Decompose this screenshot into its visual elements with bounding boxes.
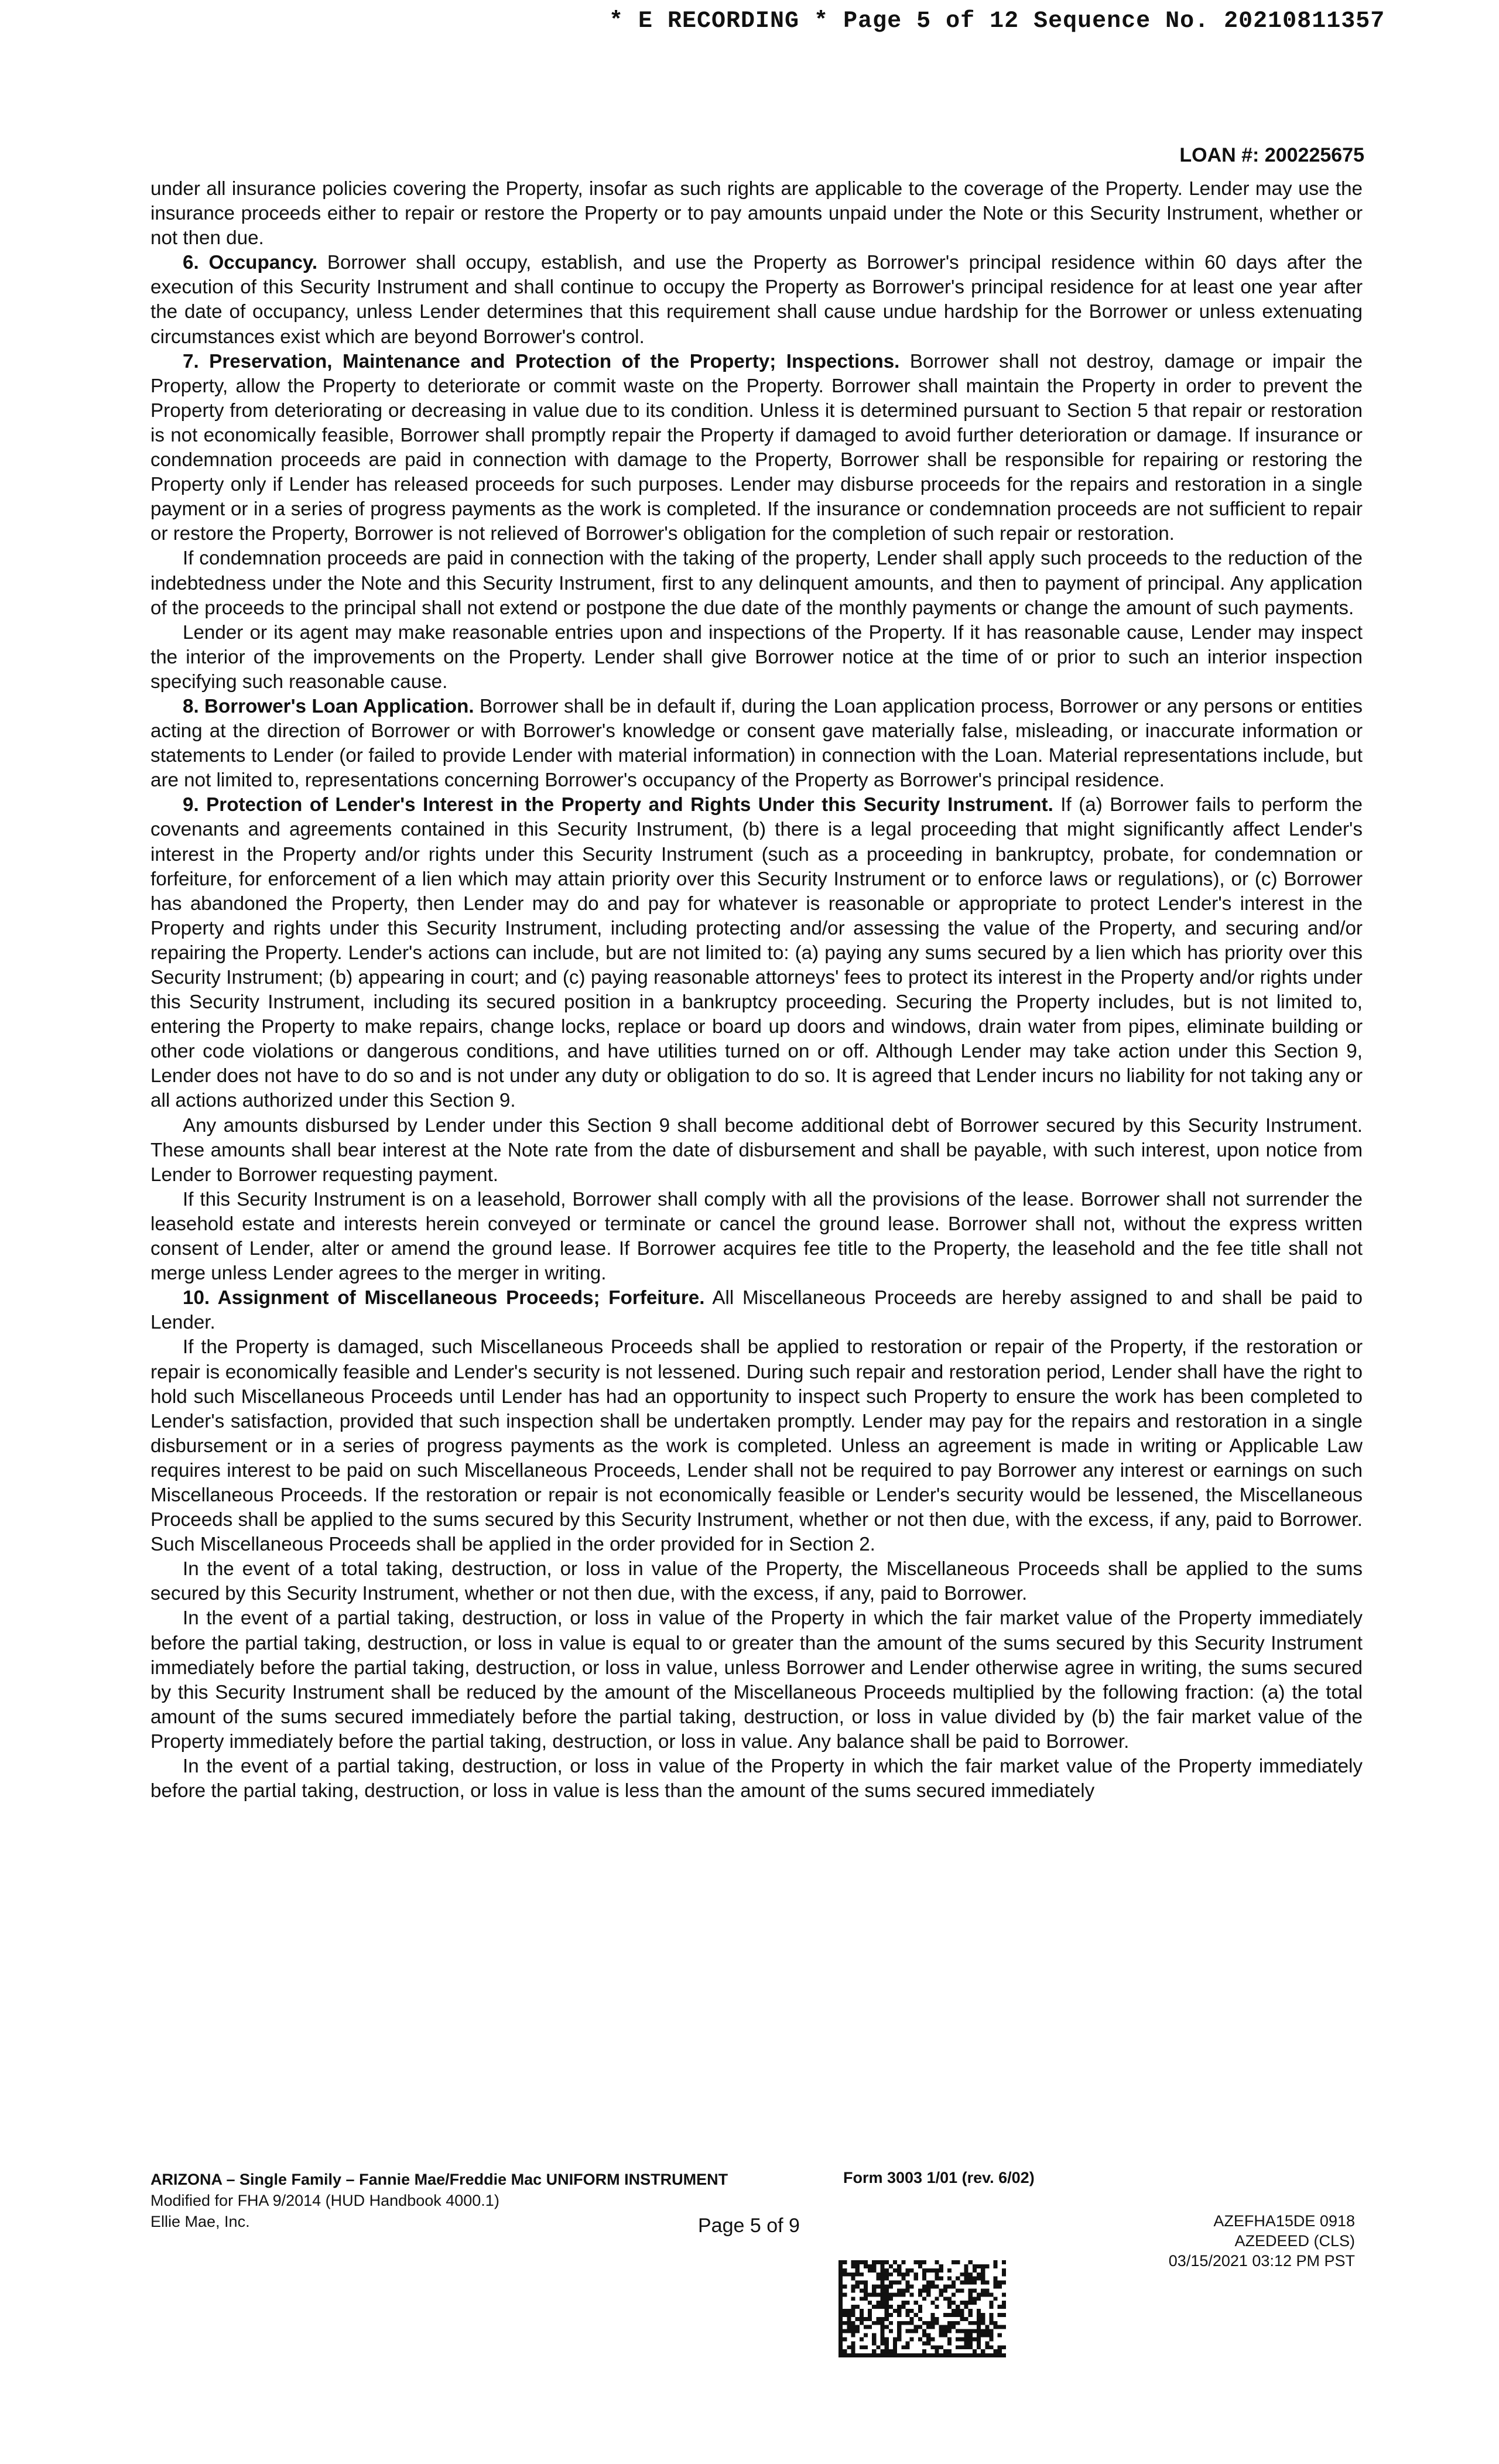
barcode-icon (839, 2260, 1006, 2357)
document-code-2: AZEDEED (CLS) (1234, 2232, 1355, 2250)
section-heading: 10. Assignment of Miscellaneous Proceeds; Forfeiture. (183, 1287, 705, 1309)
document-code: AZEFHA15DE 0918 (1213, 2212, 1355, 2230)
loan-number: LOAN #: 200225675 (1179, 144, 1364, 166)
paragraph: If the Property is damaged, such Miscellaneous Proceeds shall be applied to restoration or repair of the Property, if the restoration or repair is economically feasible and Lender's security is not lessened. During such repair and restoration period, Lender shall have the right to hold such Miscellaneous Proceeds until Lender has had an opportunity to inspect such Property to ensure the work has been completed to Lender's satisfaction, provided that such inspection shall be undertaken promptly. Lender may pay for the repairs and restoration in a single disbursement or in a series of progress payments as the work is completed. Unless an agreement is made in writing or Applicable Law requires interest to be paid on such Miscellaneous Proceeds, Lender shall not be required to pay Borrower any interest or earnings on such Miscellaneous Proceeds. If the restoration or repair is not economically feasible or Lender's security would be lessened, the Miscellaneous Proceeds shall be applied to the sums secured by this Security Instrument, whether or not then due, with the excess, if any, paid to Borrower. Such Miscellaneous Proceeds shall be applied in the order provided for in Section 2. (150, 1336, 1363, 1556)
section-heading: 8. Borrower's Loan Application. (183, 695, 474, 717)
paragraph: under all insurance policies covering the Property, insofar as such rights are applicable to the coverage of the Property. Lender may use the insurance proceeds either to repair or restore the Property or to pay amounts unpaid under the Note or this Security Instrument, whether or not then due. (150, 178, 1363, 249)
section-preservation: 7. Preservation, Maintenance and Protection of the Property; Inspections. Borrower shall not destroy, damage or impair the Property, allow the Property to deteriorate or commit waste on the Property. Borrower shall maintain the Property in order to prevent the Property from deteriorating or decreasing in value due to its condition. Unless it is determined pursuant to Section 5 that repair or restoration is not economically feasible, Borrower shall promptly repair the Property if damaged to avoid further deterioration or damage. If insurance or condemnation proceeds are paid in connection with damage to the Property, Borrower shall be responsible for repairing or restoring the Property only if Lender has released proceeds for such purposes. Lender may disburse proceeds for the repairs and restoration in a single payment or in a series of progress payments as the work is completed. If the insurance or condemnation proceeds are not sufficient to repair or restore the Property, Borrower is not relieved of Borrower's obligation for the completion of such repair or restoration. (150, 350, 1363, 545)
page-number: Page 5 of 9 (698, 2215, 800, 2237)
paragraph: In the event of a partial taking, destruction, or loss in value of the Property in which the fair market value of the Property immediately before the partial taking, destruction, or loss in value is less than the amount of the sums secured immediately (150, 1755, 1363, 1802)
print-datetime: 03/15/2021 03:12 PM PST (1168, 2252, 1355, 2270)
paragraph: If condemnation proceeds are paid in connection with the taking of the property, Lender shall apply such proceeds to the reduction of the indebtedness under the Note and this Security Instrument, first to any delinquent amounts, and then to payment of principal. Any application of the proceeds to the principal shall not extend or postpone the due date of the monthly payments or change the amount of such payments. (150, 547, 1363, 619)
footer-left (150, 2169, 728, 2232)
document-body (150, 177, 1363, 1803)
company-name: Ellie Mae, Inc. (150, 2213, 250, 2230)
section-heading: 6. Occupancy. (183, 252, 318, 274)
form-number: Form 3003 1/01 (rev. 6/02) (843, 2169, 1035, 2186)
section-assignment: 10. Assignment of Miscellaneous Proceeds; Forfeiture. All Miscellaneous Proceeds are hereby assigned to and shall be paid to Lender. (150, 1287, 1363, 1334)
paragraph: If this Security Instrument is on a leasehold, Borrower shall comply with all the provisions of the lease. Borrower shall not surrender the leasehold estate and interests herein conveyed or terminate or cancel the ground lease. Borrower shall not, without the express written consent of Lender, alter or amend the ground lease. If Borrower acquires fee title to the Property, the leasehold and the fee title shall not merge unless Lender agrees to the merger in writing. (150, 1188, 1363, 1285)
paragraph: In the event of a partial taking, destruction, or loss in value of the Property in which the fair market value of the Property immediately before the partial taking, destruction, or loss in value is equal to or greater than the amount of the sums secured by this Security Instrument immediately before the partial taking, destruction, or loss in value, unless Borrower and Lender otherwise agree in writing, the sums secured by this Security Instrument shall be reduced by the amount of the Miscellaneous Proceeds multiplied by the following fraction: (a) the total amount of the sums secured immediately before the partial taking, destruction, or loss in value divided by (b) the fair market value of the Property immediately before the partial taking, destruction, or loss in value. Any balance shall be paid to Borrower. (150, 1607, 1363, 1753)
paragraph: Any amounts disbursed by Lender under this Section 9 shall become additional debt of Borrower secured by this Security Instrument. These amounts shall bear interest at the Note rate from the date of disbursement and shall be payable, with such interest, upon notice from Lender to Borrower requesting payment. (150, 1114, 1363, 1186)
paragraph: In the event of a total taking, destruction, or loss in value of the Property, the Miscellaneous Proceeds shall be applied to the sums secured by this Security Instrument, whether or not then due, with the excess, if any, paid to Borrower. (150, 1558, 1363, 1605)
footer-right (1169, 2211, 1355, 2271)
recording-stamp: * E RECORDING * Page 5 of 12 Sequence No. 20210811357 (609, 8, 1385, 35)
section-heading: 7. Preservation, Maintenance and Protection of the Property; Inspections. (183, 350, 900, 372)
section-occupancy: 6. Occupancy. Borrower shall occupy, establish, and use the Property as Borrower's principal residence within 60 days after the execution of this Security Instrument and shall continue to occupy the Property as Borrower's principal residence for at least one year after the date of occupancy, unless Lender determines that this requirement shall cause undue hardship for the Borrower or unless extenuating circumstances exist which are beyond Borrower's control. (150, 252, 1363, 348)
form-title: ARIZONA – Single Family – Fannie Mae/Freddie Mac UNIFORM INSTRUMENT (150, 2171, 728, 2188)
section-loan-application: 8. Borrower's Loan Application. Borrower shall be in default if, during the Loan application process, Borrower or any persons or entities acting at the direction of Borrower or with Borrower's knowledge or consent gave materially false, misleading, or inaccurate information or statements to Lender (or failed to provide Lender with material information) in connection with the Loan. Material representations include, but are not limited to, representations concerning Borrower's occupancy of the Property as Borrower's principal residence. (150, 695, 1363, 792)
section-protection: 9. Protection of Lender's Interest in the Property and Rights Under this Security Instrument. If (a) Borrower fails to perform the covenants and agreements contained in this Security Instrument, (b) there is a legal proceeding that might significantly affect Lender's interest in the Property and/or rights under this Security Instrument (such as a proceeding in bankruptcy, probate, for condemnation or forfeiture, for enforcement of a lien which may attain priority over this Security Instrument or to enforce laws or regulations), or (c) Borrower has abandoned the Property, then Lender may do and pay for whatever is reasonable or appropriate to protect Lender's interest in the Property and rights under this Security Instrument, including protecting and/or assessing the value of the Property, and securing and/or repairing the Property. Lender's actions can include, but are not limited to: (a) paying any sums secured by a lien which has priority over this Security Instrument; (b) appearing in court; and (c) paying reasonable attorneys' fees to protect its interest in the Property and/or rights under this Security Instrument, including its secured position in a bankruptcy proceeding. Securing the Property includes, but is not limited to, entering the Property to make repairs, change locks, replace or board up doors and windows, drain water from pipes, eliminate building or other code violations or dangerous conditions, and have utilities turned on or off. Although Lender may take action under this Section 9, Lender does not have to do so and is not under any duty or obligation to do so. It is agreed that Lender incurs no liability for not taking any or all actions authorized under this Section 9. (150, 794, 1363, 1112)
form-modified: Modified for FHA 9/2014 (HUD Handbook 4000.1) (150, 2192, 499, 2209)
section-heading: 9. Protection of Lender's Interest in the Property and Rights Under this Security Instrument. (183, 794, 1053, 816)
paragraph: Lender or its agent may make reasonable entries upon and inspections of the Property. If it has reasonable cause, Lender may inspect the interior of the improvements on the Property. Lender shall give Borrower notice at the time of or prior to such an interior inspection specifying such reasonable cause. (150, 621, 1363, 693)
